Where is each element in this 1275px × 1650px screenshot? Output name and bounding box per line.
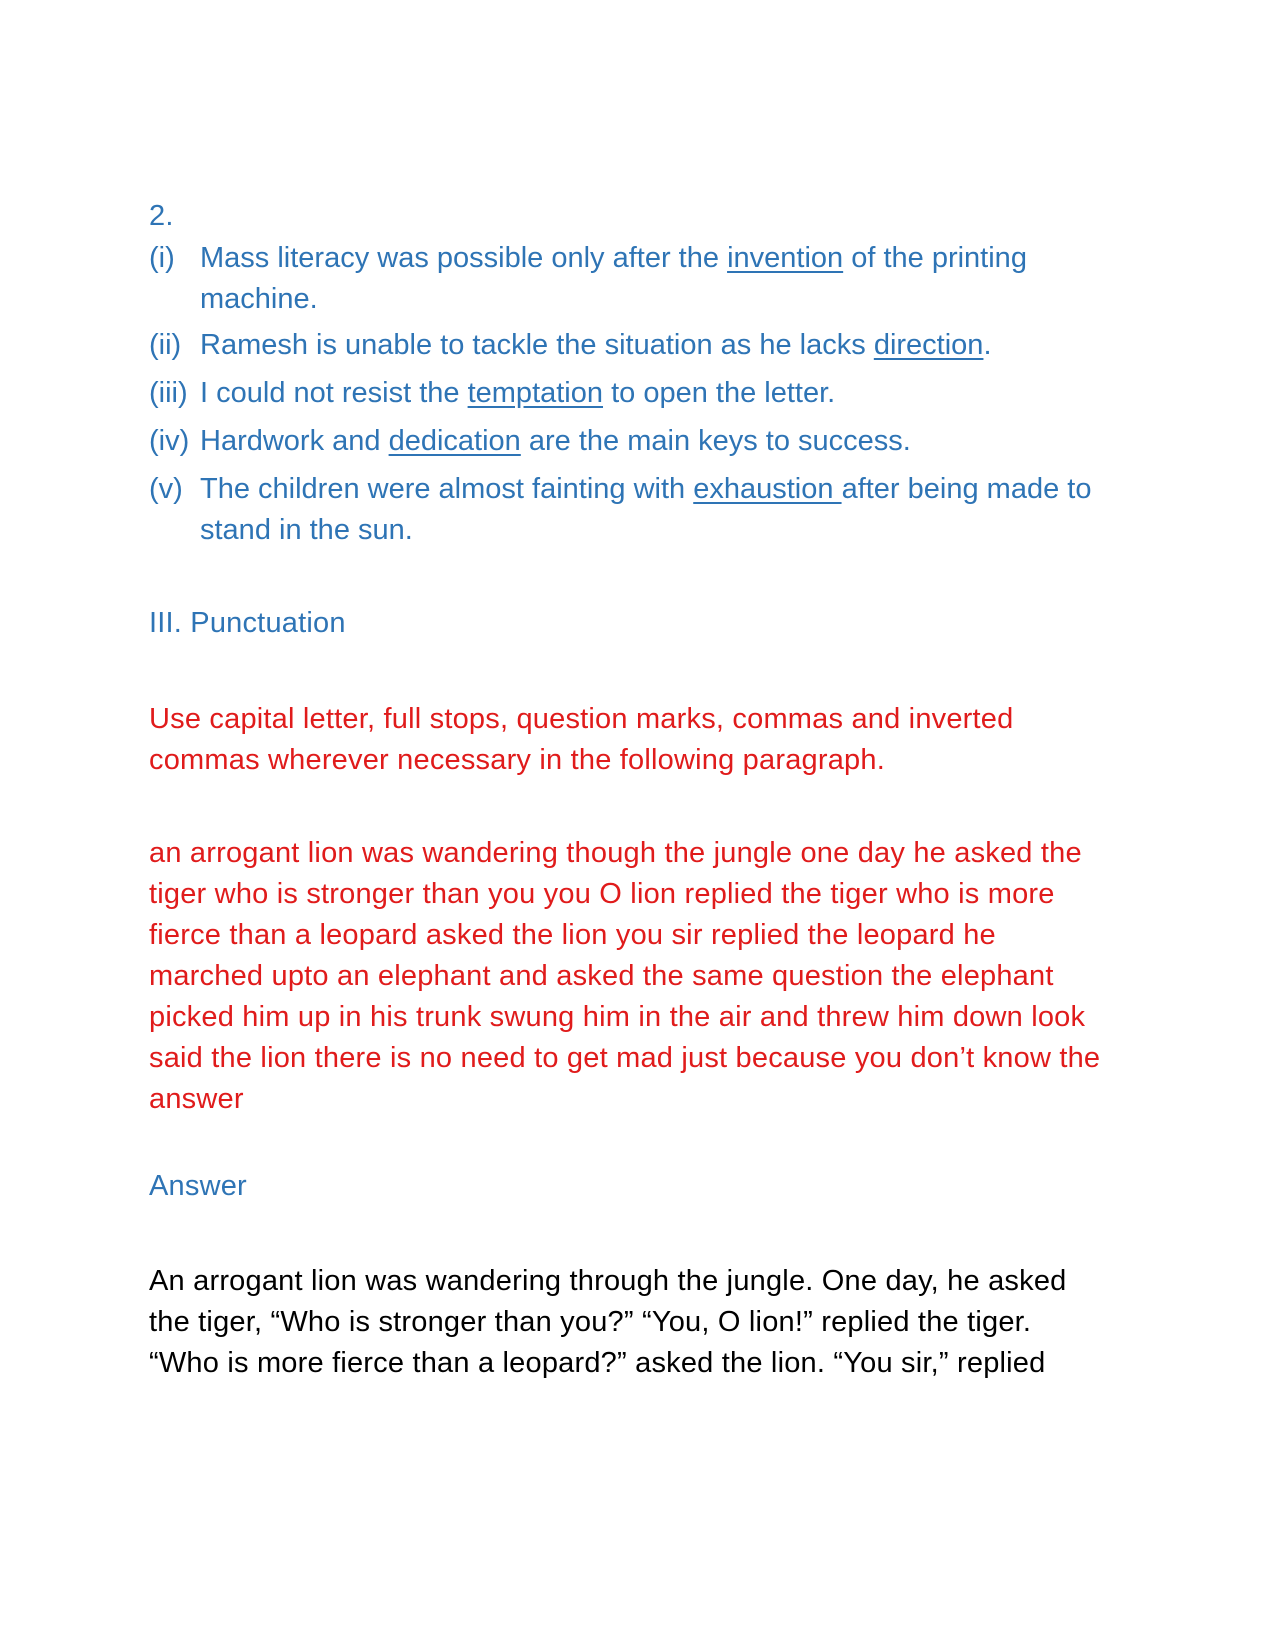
- item-text-after: after being made to stand in the sun.: [200, 473, 1092, 546]
- item-text-after: .: [983, 329, 992, 361]
- item-answer: exhaustion: [693, 473, 842, 505]
- item-number: (iv): [149, 425, 190, 457]
- item-text: [200, 238, 1129, 320]
- item-answer: temptation: [467, 377, 604, 409]
- item-text-before: Ramesh is unable to tackle the situation as he lacks: [200, 329, 874, 361]
- answer-heading: Answer: [149, 1170, 247, 1202]
- item-text-after: to open the letter.: [603, 377, 836, 409]
- item-answer: invention: [727, 242, 844, 274]
- item-text: [200, 421, 1129, 462]
- item-text: [200, 325, 1129, 366]
- item-answer: dedication: [388, 425, 521, 457]
- item-text-before: I could not resist the: [200, 377, 468, 409]
- item-number: (v): [149, 473, 183, 505]
- question-number: 2.: [149, 200, 174, 232]
- item-number: (i): [149, 242, 175, 274]
- item-text: [200, 469, 1129, 551]
- exercise-paragraph: an arrogant lion was wandering though the jungle one day he asked the tiger who is stronger than you you O lion replied the tiger who is more fierce than a leopard asked the lion you sir replied the leopard he marched upto an elephant and asked the same question the elephant picked him up in his trunk swung him in the air and threw him down look said the lion there is no need to get mad just because you don’t know the answer: [149, 837, 1101, 1115]
- item-text-after: are the main keys to success.: [520, 425, 911, 457]
- item-number: (iii): [149, 377, 188, 409]
- item-number: (ii): [149, 329, 182, 361]
- item-text-before: Hardwork and: [200, 425, 389, 457]
- instruction-text: Use capital letter, full stops, question marks, commas and inverted commas wherever necessary in the following paragraph.: [149, 703, 1014, 776]
- list-item: [149, 238, 1129, 320]
- list-item: [149, 421, 1129, 462]
- item-text-before: Mass literacy was possible only after the: [200, 242, 728, 274]
- item-text-after: of the printing machine.: [200, 242, 1027, 315]
- item-text-before: The children were almost fainting with: [200, 473, 694, 505]
- answer-paragraph: An arrogant lion was wandering through the jungle. One day, he asked the tiger, “Who is stronger than you?” “You, O lion!” replied the tiger. “Who is more fierce than a leopard?” asked the lion. “You sir,” replied: [149, 1265, 1067, 1379]
- list-item: [149, 325, 1129, 366]
- section-heading: III. Punctuation: [149, 607, 346, 639]
- item-answer: direction: [873, 329, 984, 361]
- list-item: [149, 373, 1129, 414]
- item-text: [200, 373, 1129, 414]
- list-item: [149, 469, 1129, 551]
